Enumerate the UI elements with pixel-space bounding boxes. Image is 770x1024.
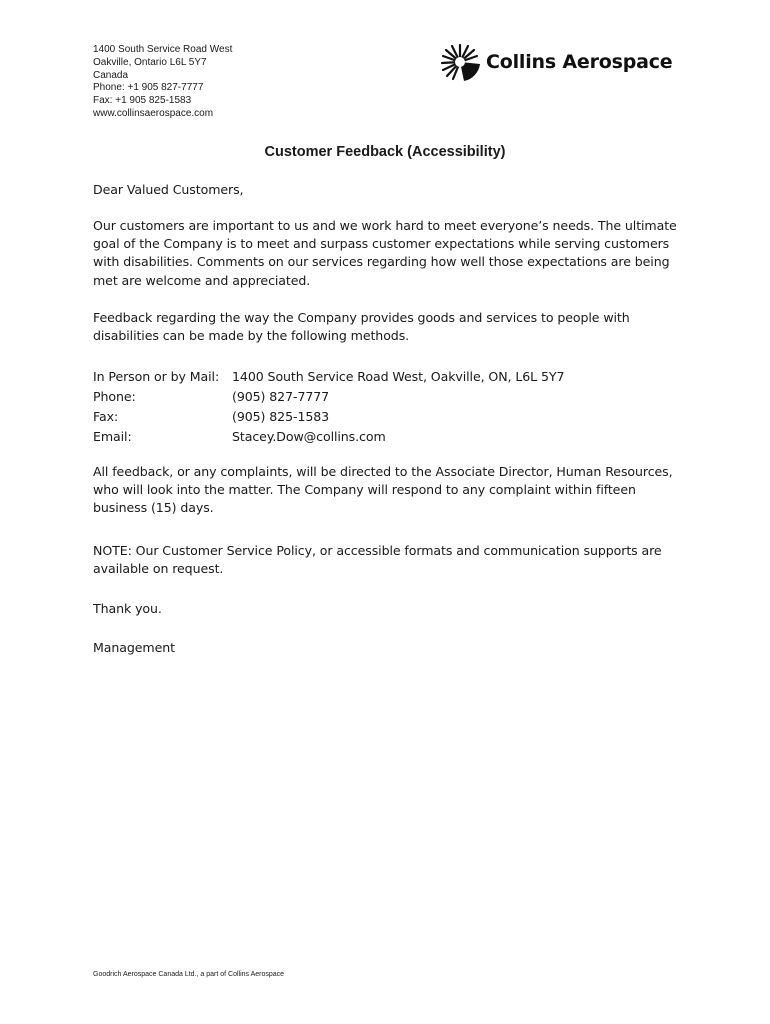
- paragraph-intro: Our customers are important to us and we work hard to meet everyone’s needs. The ultimate goal of the Company is to meet and surpass customer expectations while serving customers with disabilities. Comments on our services regarding how well those expectations are being met are welcome and appreciated.: [93, 218, 677, 288]
- document-title: Customer Feedback (Accessibility): [264, 144, 506, 160]
- contact-row-phone: [93, 387, 693, 407]
- collins-aerospace-logo: [440, 42, 672, 82]
- footer-text: Goodrich Aerospace Canada Ltd., a part of Collins Aerospace: [93, 971, 285, 978]
- contact-methods-list: [93, 367, 693, 447]
- contact-value: (905) 827-7777: [232, 389, 330, 404]
- collins-sunburst-icon: [440, 42, 480, 82]
- address-line-city: Oakville, Ontario L6L 5Y7: [93, 56, 207, 68]
- address-phone: Phone: +1 905 827-7777: [93, 82, 204, 94]
- contact-row-email: [93, 427, 693, 447]
- contact-label: Phone:: [93, 389, 136, 404]
- closing-thanks: Thank you.: [93, 601, 162, 616]
- sender-address-block: [93, 44, 232, 121]
- paragraph-feedback-methods: Feedback regarding the way the Company provides goods and services to people with disabilities can be made by the following methods.: [93, 310, 630, 344]
- paragraph-complaints: All feedback, or any complaints, will be directed to the Associate Director, Human Resources, who will look into the matter. The Company will respond to any complaint within fifteen business (15) days.: [93, 464, 673, 516]
- logo-wordmark: Collins Aerospace: [486, 51, 673, 73]
- address-line-street: 1400 South Service Road West: [93, 44, 233, 55]
- address-line-country: Canada: [93, 69, 129, 81]
- contact-value: 1400 South Service Road West, Oakville, ON, L6L 5Y7: [232, 369, 565, 384]
- paragraph-note: NOTE: Our Customer Service Policy, or accessible formats and communication supports are available on request.: [93, 543, 662, 577]
- contact-row-fax: [93, 407, 693, 427]
- address-website: www.collinsaerospace.com: [93, 107, 214, 119]
- contact-label: In Person or by Mail:: [93, 369, 220, 384]
- contact-value: (905) 825-1583: [232, 409, 330, 424]
- contact-row-mail: [93, 367, 693, 387]
- contact-label: Fax:: [93, 409, 119, 424]
- contact-label: Email:: [93, 429, 132, 444]
- address-fax: Fax: +1 905 825-1583: [93, 95, 192, 107]
- salutation: Dear Valued Customers,: [93, 182, 244, 197]
- signoff: Management: [93, 640, 175, 655]
- contact-value: Stacey.Dow@collins.com: [232, 429, 386, 444]
